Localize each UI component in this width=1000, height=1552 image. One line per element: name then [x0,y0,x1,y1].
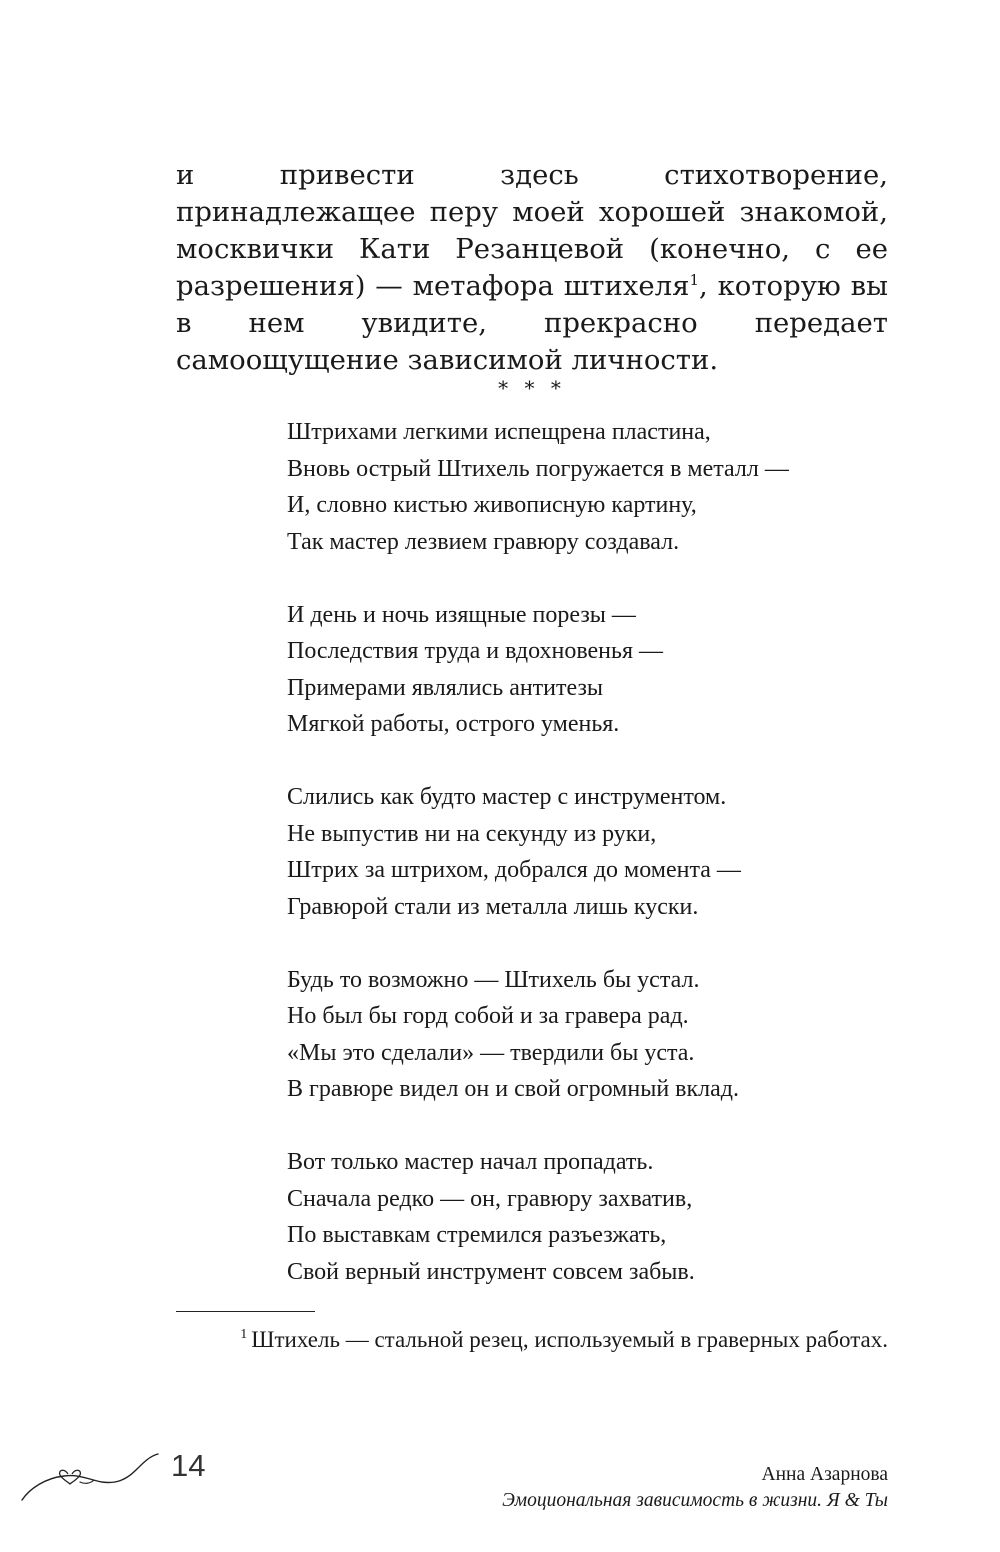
heart-swirl-icon [20,1440,170,1504]
page-number: 14 [171,1448,206,1483]
footnote-marker: 1 [240,1327,248,1343]
body-paragraph [176,157,888,379]
poem-line: По выставкам стремился разъезжать, [287,1222,667,1248]
poem-line: Последствия труда и вдохновенья — [287,638,663,664]
poem-stanza [287,597,887,743]
poem-line: Свой верный инструмент совсем забыв. [287,1258,695,1285]
poem-line: И день и ночь изящные порезы — [287,601,636,628]
footnote-divider [176,1311,315,1312]
poem-line: Так мастер лезвием гравюру создавал. [287,528,680,555]
poem-line: В гравюре видел он и свой огромный вклад. [287,1076,740,1102]
poem-line: Не выпустив ни на секунду из руки, [287,820,657,847]
book-title: Эмоциональная зависимость в жизни. Я & Ты [502,1490,888,1511]
footnote-reference[interactable]: 1 [689,270,700,289]
author-name: Анна Азарнова [761,1464,888,1485]
poem-line: Штрихами легкими испещрена пластина, [287,419,711,445]
poem-line: Но был бы горд собой и за гравера рад. [287,1003,689,1029]
poem-line: «Мы это сделали» — твердили бы уста. [287,1039,695,1066]
poem-ornament: * * * [498,376,566,400]
poem [287,414,887,1327]
poem-line: Слились как будто мастер с инструментом. [287,784,727,810]
poem-stanza [287,779,887,925]
footnote [240,1325,888,1355]
poem-line: Сначала редко — он, гравюру захватив, [287,1185,693,1212]
paragraph-text: и привести здесь стихотворение, принадлежащее перу моей хорошей знакомой, москвички Кати Резанцевой (конечно, с ее разрешения) — метафора штихеля [176,159,888,302]
poem-line: Штрих за штрихом, добрался до момента — [287,857,741,883]
poem-line: Примерами являлись антитезы [287,674,604,701]
body-text [176,157,888,379]
poem-line: Вот только мастер начал пропадать. [287,1149,654,1175]
poem-line: Мягкой работы, острого уменья. [287,711,620,737]
paragraph-text-continued: , которую вы в нем увидите, прекрасно передает самоощущение зависимой личности. [176,270,888,376]
poem-line: И, словно кистью живописную картину, [287,492,697,518]
running-footer [502,1462,888,1514]
poem-line: Вновь острый Штихель погружается в металл — [287,455,789,482]
poem-stanza [287,414,887,560]
footnote-text: Штихель — стальной резец, используемый в граверных работах. [251,1327,888,1352]
poem-stanza [287,1144,887,1290]
poem-line: Будь то возможно — Штихель бы устал. [287,966,700,993]
poem-line: Гравюрой стали из металла лишь куски. [287,893,699,920]
poem-stanza [287,962,887,1108]
